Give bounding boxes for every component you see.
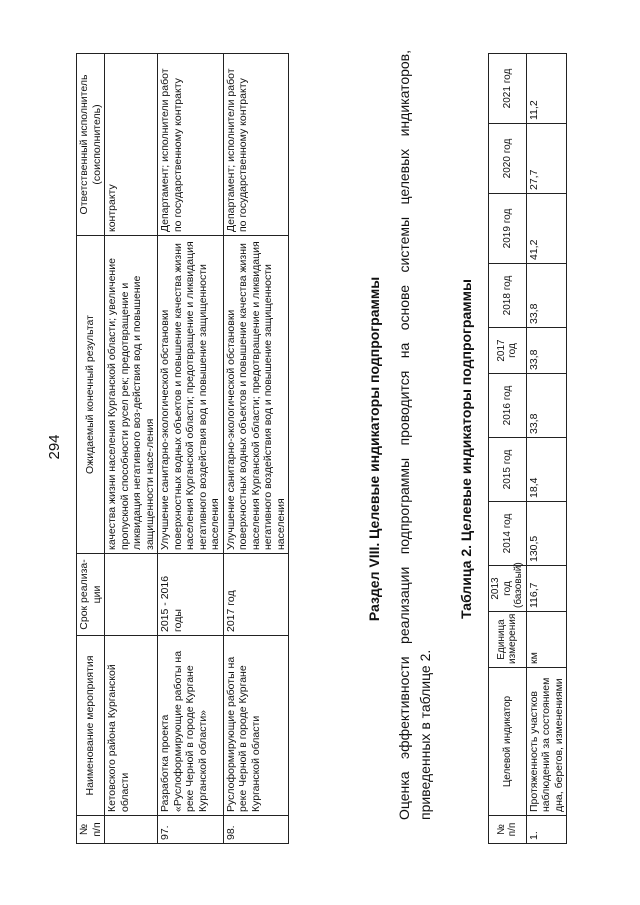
cell-value-2018: 33,8 bbox=[526, 264, 567, 328]
cell-value-2017: 33,8 bbox=[526, 328, 567, 374]
cell-num: 1. bbox=[526, 816, 567, 844]
header-num: № п/п bbox=[489, 816, 527, 844]
header-year-2014: 2014 год bbox=[489, 502, 527, 566]
row-event-name: Руслоформирующие работы на реке Черной в городе Кургане Курганской области bbox=[223, 636, 289, 816]
row-event-name: Разработка проекта «Руслоформирующие работы на реке Черной в городе Кургане Курганской области» bbox=[158, 636, 224, 816]
table-caption: Таблица 2. Целевые индикаторы подпрограммы bbox=[458, 279, 474, 619]
cell-value-2015: 18,4 bbox=[526, 438, 567, 502]
header-event-name: Наименование мероприятия bbox=[77, 636, 105, 816]
header-year-2018: 2018 год bbox=[489, 264, 527, 328]
row-executor: контракту bbox=[105, 54, 158, 236]
row-num bbox=[105, 816, 158, 844]
row-num: 97. bbox=[158, 816, 224, 844]
indicators-header-row bbox=[489, 54, 527, 844]
cell-value-2020: 27,7 bbox=[526, 124, 567, 194]
header-result: Ожидаемый конечный результат bbox=[77, 236, 105, 554]
header-term: Срок реализа-ции bbox=[77, 554, 105, 636]
document-page bbox=[28, 22, 618, 872]
header-year-2016: 2016 год bbox=[489, 374, 527, 438]
row-num: 98. bbox=[223, 816, 289, 844]
header-executor: Ответственный исполнитель (соисполнитель) bbox=[77, 54, 105, 236]
row-term: 2017 год bbox=[223, 554, 289, 636]
intro-paragraph: Оценка эффективности реализации подпрограммы проводится на основе системы целевых индикаторов, приведенных в таблице 2. bbox=[396, 50, 433, 820]
events-table bbox=[76, 53, 289, 844]
cell-value-2014: 130,5 bbox=[526, 502, 567, 566]
header-year-2017: 2017 год bbox=[489, 328, 527, 374]
header-unit: Единица измерения bbox=[489, 612, 527, 668]
row-term: 2015 - 2016 годы bbox=[158, 554, 224, 636]
row-executor: Департамент; исполнители работ по государственному контракту bbox=[158, 54, 224, 236]
cell-value-2016: 33,8 bbox=[526, 374, 567, 438]
header-year-2021: 2021 год bbox=[489, 54, 527, 124]
events-header-row bbox=[77, 54, 105, 844]
cell-unit: км bbox=[526, 612, 567, 668]
cell-value-2013: 116,7 bbox=[526, 566, 567, 612]
row-term bbox=[105, 554, 158, 636]
header-num: № п/п bbox=[77, 816, 105, 844]
cell-value-2019: 41,2 bbox=[526, 194, 567, 264]
header-year-2015: 2015 год bbox=[489, 438, 527, 502]
header-year-2019: 2019 год bbox=[489, 194, 527, 264]
row-event-name: Кетовского района Курганской области bbox=[105, 636, 158, 816]
row-result: Улучшение санитарно-экологической обстановки поверхностных водных объектов и повышение качества жизни населения Курганской области; предотвращение и ликвидация негативного воздействия вод и повышение защищенности населения bbox=[158, 236, 224, 554]
page-number: 294 bbox=[46, 434, 63, 460]
table-row bbox=[105, 54, 158, 844]
row-executor: Департамент; исполнители работ по государственному контракту bbox=[223, 54, 289, 236]
table-row bbox=[158, 54, 224, 844]
table-row bbox=[526, 54, 567, 844]
header-indicator: Целевой индикатор bbox=[489, 668, 527, 816]
header-year-2020: 2020 год bbox=[489, 124, 527, 194]
indicators-table bbox=[488, 53, 567, 844]
row-result: Улучшение санитарно-экологической обстановки поверхностных водных объектов и повышение качества жизни населения Курганской области; предотвращение и ликвидация негативного воздействия вод и повышение защищенности населения bbox=[223, 236, 289, 554]
header-year-2013: 2013 год (базовый) bbox=[489, 566, 527, 612]
cell-value-2021: 11,2 bbox=[526, 54, 567, 124]
row-result: качества жизни населения Курганской области; увеличение пропускной способности русел рек; предотвращение и ликвидация негативного воз-действия вод и повышение защищенности насе-ления bbox=[105, 236, 158, 554]
table-row bbox=[223, 54, 289, 844]
section-title: Раздел VIII. Целевые индикаторы подпрограммы bbox=[366, 276, 382, 622]
cell-indicator: Протяженность участков наблюдений за состоянием дна, берегов, изменениями bbox=[526, 668, 567, 816]
